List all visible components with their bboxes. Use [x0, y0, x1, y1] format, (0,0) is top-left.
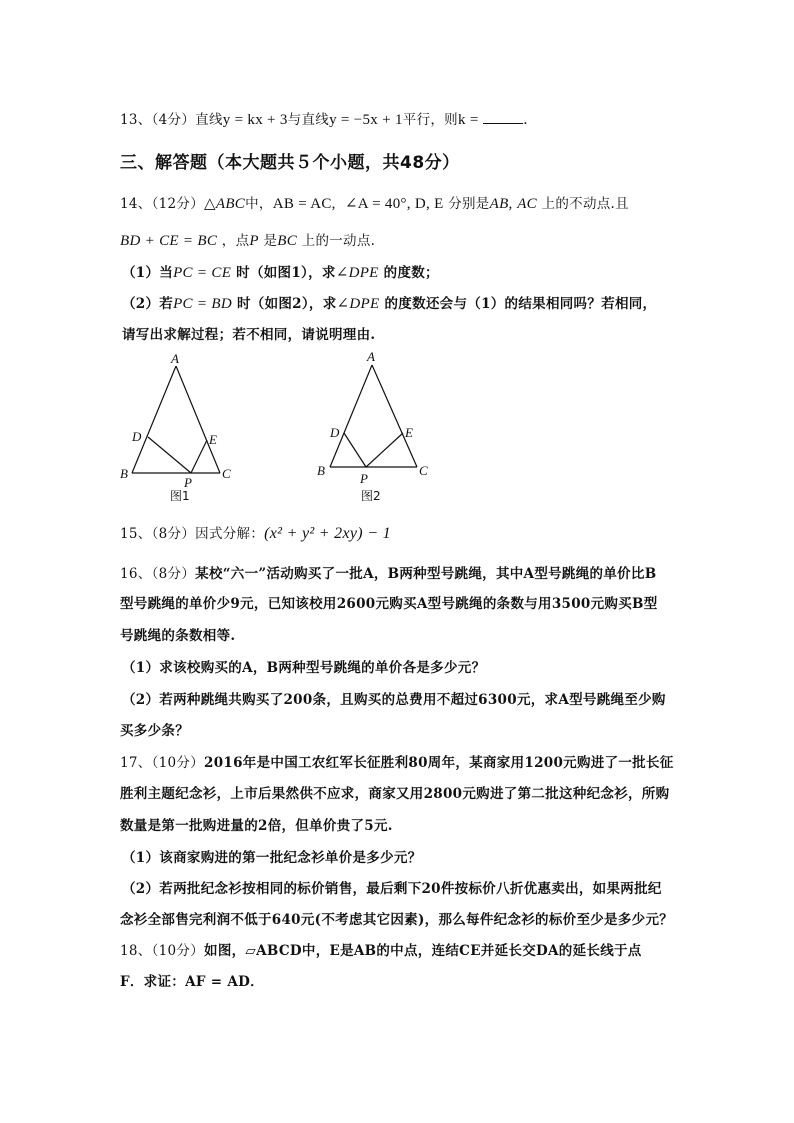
q14-text: 上的一动点. — [301, 233, 376, 249]
q13-equation-2: y = −5x + 1 — [329, 112, 403, 128]
q16-number: 16、 — [120, 566, 152, 582]
fig2-label-c: C — [419, 463, 428, 478]
q16-line-2: 型号跳绳的单价少9元，已知该校用2600元购买A型号跳绳的条数与用3500元购买B型 — [120, 596, 658, 612]
q17-part-1: （1）该商家购进的第一批纪念衫单价是多少元？ — [122, 850, 422, 866]
q14-part-2 — [122, 292, 656, 313]
q14-part-1-angle: ∠DPE — [335, 265, 379, 281]
q13-text: 平行，则 — [402, 112, 458, 128]
q14-text: 分别是 — [448, 196, 490, 212]
q14-part-1-text: （1）当 — [122, 265, 174, 281]
q14-part-2-text: 时（如图2），求 — [236, 296, 337, 312]
q14-figure-2 — [310, 345, 450, 510]
q14-line-2 — [120, 229, 375, 250]
q14-part-2-text: （2）若 — [122, 296, 174, 312]
fig2-segment-ep — [366, 433, 403, 467]
q13-line — [120, 108, 528, 129]
q13-number: 13、 — [120, 112, 152, 128]
q17-line-1 — [120, 751, 674, 771]
q14-eq-1: AB = AC, — [272, 196, 336, 212]
q14-part-2-text: 的度数还会与（1）的结果相同吗？若相同， — [384, 296, 657, 312]
fig2-label-a: A — [367, 349, 375, 364]
q16-part-2: （2）若两种跳绳共购买了200条，且购买的总费用不超过6300元，求A型号跳绳至少购 — [122, 692, 666, 708]
q13-k: k = — [457, 112, 479, 128]
q13-equation-1: y = kx + 3 — [222, 112, 288, 128]
q18-number: 18、 — [120, 943, 152, 959]
fig2-label-e: E — [405, 425, 413, 440]
fig1-side-ab — [132, 366, 176, 473]
fig1-caption: 图1 — [170, 489, 190, 503]
fig2-label-d: D — [330, 425, 340, 440]
fig1-label-a: A — [171, 351, 179, 366]
q16-line-3: 号跳绳的条数相等. — [120, 628, 236, 644]
q17-line-2: 胜利主题纪念衫，上市后果然供不应求，商家又用2800元购进了第二批这种纪念衫，所购 — [120, 786, 670, 802]
q14-ac: AC — [517, 196, 537, 212]
q16-score: （8分） — [151, 566, 196, 582]
q14-score: （12分） — [151, 196, 205, 212]
q16-part-2-cont: 买多少条？ — [120, 723, 189, 739]
q14-eq-3: BD + CE = BC — [120, 233, 218, 249]
q14-text: ，点 — [221, 233, 250, 249]
q13-text: 直线 — [195, 112, 223, 128]
q18-line-1 — [120, 939, 642, 959]
fig1-side-ac — [176, 366, 220, 473]
q13-text: 与直线 — [287, 112, 330, 128]
fig2-side-ac — [372, 365, 417, 467]
q14-bc: BC — [277, 233, 298, 249]
q18-text: 如图，▱ABCD中，E是AB的中点，连结CE并延长交DA的延长线于点 — [204, 943, 642, 959]
q15-line — [120, 522, 391, 543]
q18-score: （10分） — [151, 943, 205, 959]
q17-text: 2016年是中国工农红军长征胜利80周年，某商家用1200元购进了一批长征 — [204, 755, 674, 771]
q15-text: 因式分解： — [195, 526, 265, 542]
q17-part-2: （2）若两批纪念衫按相同的标价销售，最后剩下20件按标价八折优惠卖出，如果两批纪 — [122, 881, 662, 897]
q16-text: 某校“六一”活动购买了一批A，B两种型号跳绳，其中A型号跳绳的单价比B — [195, 566, 657, 582]
q16-line-1 — [120, 562, 656, 582]
q13-answer-blank[interactable] — [483, 111, 523, 124]
q13-score: （4分） — [151, 112, 196, 128]
q14-part-1-eq: PC = CE — [173, 265, 232, 281]
section-3-title: 三、解答题（本大题共５个小题，共48分） — [120, 153, 460, 173]
q17-number: 17、 — [120, 755, 152, 771]
q14-part-2-cont: 请写出求解过程；若不相同，请说明理由. — [122, 327, 376, 343]
q15-number: 15、 — [120, 526, 152, 542]
q16-part-1: （1）求该校购买的A，B两种型号跳绳的单价各是多少元？ — [122, 660, 486, 676]
q14-part-1-text: 时（如图1），求 — [236, 265, 336, 281]
fig2-label-b: B — [317, 463, 325, 478]
q14-ab: AB, — [489, 196, 513, 212]
q14-figure-1 — [110, 350, 250, 510]
fig1-label-c: C — [222, 466, 231, 481]
fig2-caption: 图2 — [361, 489, 381, 503]
fig1-label-b: B — [120, 466, 128, 481]
fig1-label-p: P — [184, 475, 192, 490]
q17-line-3: 数量是第一批购进量的2倍，但单价贵了5元. — [120, 818, 393, 834]
q14-part-2-angle: ∠DPE — [336, 296, 380, 312]
q15-expression: (x² + y² + 2xy) − 1 — [264, 525, 391, 542]
q14-number: 14、 — [120, 196, 152, 212]
q15-score: （8分） — [151, 526, 196, 542]
fig1-label-e: E — [209, 432, 217, 447]
q14-eq-2: ∠A = 40°, D, E — [344, 196, 444, 212]
q13-end: . — [523, 112, 528, 128]
q14-text: 上的不动点.且 — [541, 196, 629, 212]
q14-part-2-eq: PC = BD — [173, 296, 232, 312]
q14-part-1 — [122, 261, 439, 282]
fig1-label-d: D — [132, 429, 142, 444]
q17-score: （10分） — [151, 755, 205, 771]
fig1-segment-dp — [148, 437, 191, 473]
fig2-label-p: P — [360, 471, 368, 486]
q14-text: 是 — [263, 233, 278, 249]
q14-text: 中， — [245, 196, 273, 212]
q14-triangle: △ABC — [204, 196, 246, 212]
fig2-side-ab — [330, 365, 372, 467]
q14-line-1 — [120, 192, 629, 213]
q17-part-2-cont: 念衫全部售完利润不低于640元(不考虑其它因素)，那么每件纪念衫的标价至少是多少元？ — [120, 912, 674, 928]
q18-line-2: F．求证：AF = AD． — [120, 974, 264, 990]
q14-part-1-text: 的度数； — [383, 265, 439, 281]
fig2-segment-dp — [344, 433, 366, 467]
fig1-segment-ep — [191, 440, 207, 473]
q14-point-p: P — [249, 233, 259, 249]
